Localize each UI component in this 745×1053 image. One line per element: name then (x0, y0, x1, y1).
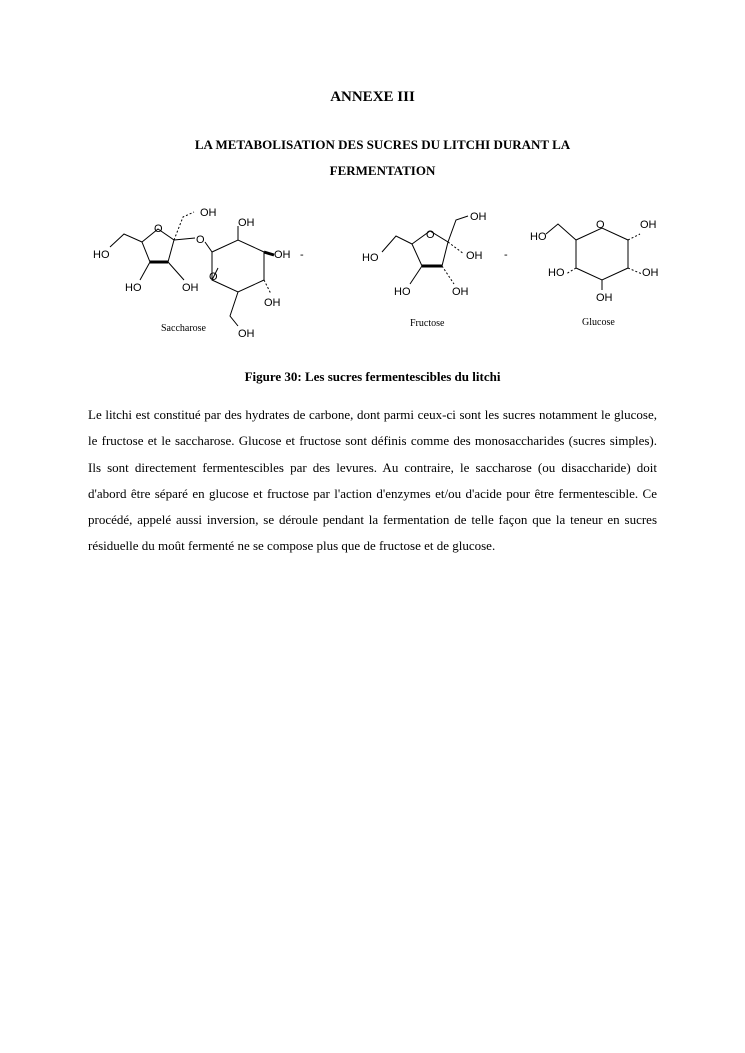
glucose-ring (576, 228, 628, 280)
saccharose-oh-bond (168, 262, 184, 280)
saccharose-glycosidic-bond (174, 238, 195, 240)
body-paragraph: Le litchi est constitué par des hydrates de carbone, dont parmi ceux-ci sont les sucres notamment le glucose, le fructose et le saccharose. Glucose et fructose sont définis comme des monosaccharides (sucres simples). Ils sont directement fermentescibles par des levures. Au contraire, le saccharose (ou disaccharide) doit d'abord être séparé en glucose et fructose par l'action d'enzymes et/ou d'acide pour être fermentescible. Ce procédé, appelé aussi inversion, se déroule pendant la fermentation de telle façon que la teneur en sucres résiduelle du moût fermenté ne se compose plus que de fructose et de glucose. (88, 407, 657, 554)
fructose-label-oh-bottom: OH (452, 286, 469, 298)
saccharose-ch2oh-bottom (230, 292, 238, 326)
separator-1: - (300, 249, 304, 261)
saccharose-oh-right-bond (264, 252, 274, 255)
glucose-label-oh-c3: OH (596, 292, 613, 304)
saccharose-label-oh-3: OH (238, 217, 255, 229)
fructose-oh-bond (442, 266, 454, 284)
saccharose-name: Saccharose (161, 323, 206, 334)
saccharose-label-ho-2: HO (125, 282, 142, 294)
glucose-label-oh-c2: OH (642, 267, 658, 279)
fructose-label-o-ring: O (426, 229, 435, 241)
fructose-label-oh-top: OH (470, 211, 487, 223)
sugar-structures-figure (88, 200, 658, 345)
saccharose-label-oh-5: OH (264, 297, 281, 309)
saccharose-label-o-ring: O (154, 223, 163, 235)
saccharose-label-oh-2: OH (182, 282, 199, 294)
figure-caption: Figure 30: Les sucres fermentescibles du litchi (244, 369, 501, 384)
saccharose-link-bond (205, 242, 212, 252)
glucose-label-oh-c1: OH (640, 219, 657, 231)
saccharose-label-ho-1: HO (93, 249, 110, 261)
fructose-label-oh-right: OH (466, 250, 483, 262)
glucose-label-o-ring: O (596, 219, 605, 231)
saccharose-label-o-pyranose: O (209, 271, 218, 283)
saccharose-ho-bond (140, 262, 150, 280)
annexe-title: ANNEXE III (330, 89, 415, 105)
glucose-name: Glucose (582, 317, 615, 328)
saccharose-label-oh-6: OH (238, 328, 255, 340)
fructose-label-ho-bottom: HO (394, 286, 411, 298)
separator-2: - (504, 249, 508, 261)
saccharose-label-oh-4: OH (274, 249, 291, 261)
glucose-label-ho-ch2: HO (530, 231, 547, 243)
saccharose-pyranose-ring (212, 240, 264, 292)
saccharose-oh-bottom-right-bond (264, 280, 271, 294)
fructose-ch2oh-top (448, 216, 468, 242)
fructose-oh-right-bond (448, 242, 464, 254)
saccharose-label-oh-1: OH (200, 207, 217, 219)
sugar-structures-svg (88, 200, 658, 345)
fructose-name: Fructose (410, 318, 445, 329)
glucose-label-ho-c4: HO (548, 267, 565, 279)
glucose-ho-c4-bond (566, 268, 576, 274)
saccharose-ch2oh-top (174, 212, 194, 240)
saccharose-label-o-link: O (196, 234, 205, 246)
glucose-oh-c1-bond (628, 234, 640, 240)
fructose-ch2oh-left (382, 236, 412, 252)
fructose-ho-bond (410, 266, 422, 284)
section-title: LA METABOLISATION DES SUCRES DU LITCHI DURANT LA FERMENTATION (194, 137, 571, 178)
glucose-ch2oh (546, 224, 576, 240)
saccharose-ch2oh-left (110, 234, 142, 247)
fructose-label-ho-left: HO (362, 252, 379, 264)
glucose-oh-c2-bond (628, 268, 642, 274)
